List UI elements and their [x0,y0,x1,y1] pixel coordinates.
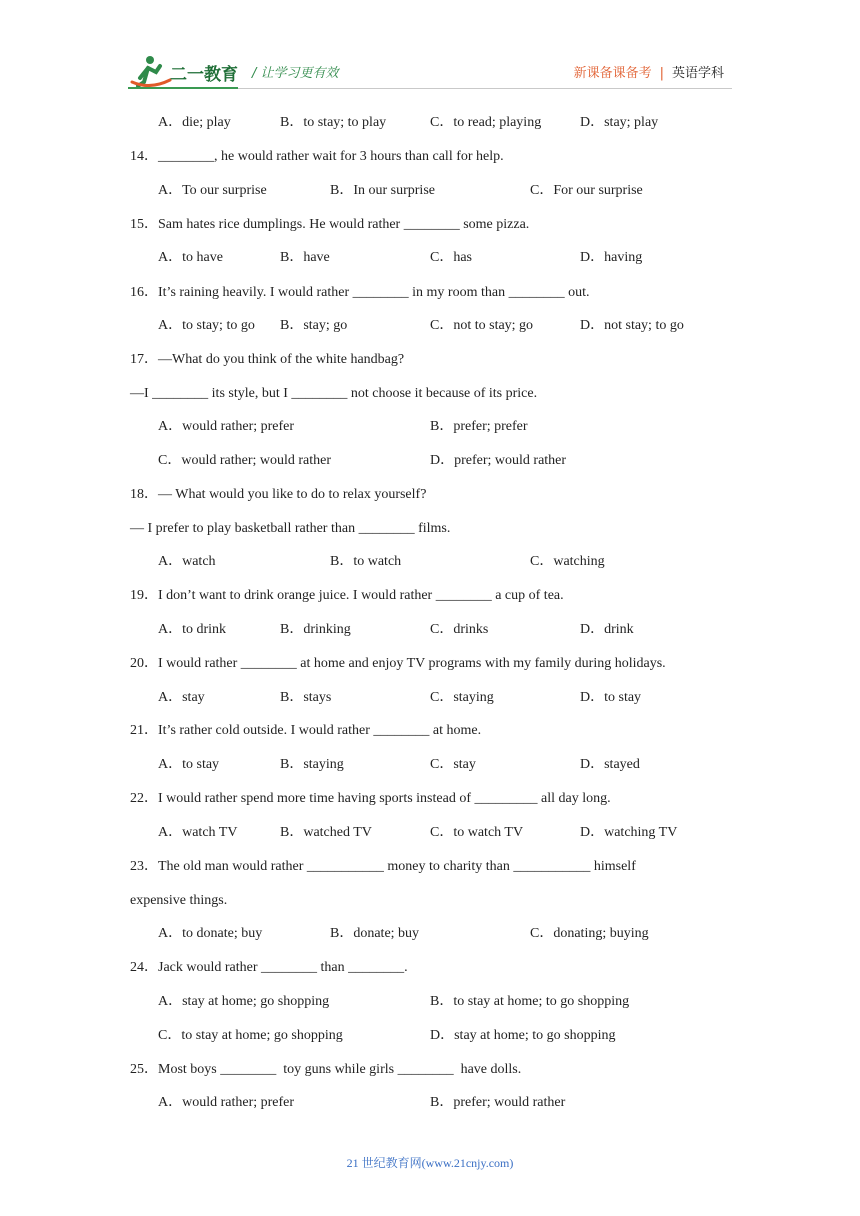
answer-option: B．In our surprise [330,183,435,198]
question-text: 23．The old man would rather ___________ money to charity than ___________ himself [130,859,636,874]
answer-option: D．to stay [580,690,642,705]
question-text: 22．I would rather spend more time having sports instead of _________ all day long. [130,791,611,806]
answer-option: C．not to stay; go [430,318,534,333]
header-slogan: / 让学习更有效 [252,66,339,81]
question-text: 15．Sam hates rice dumplings. He would rather ________ some pizza. [130,217,530,232]
question-text: 21．It’s rather cold outside. I would rather ________ at home. [130,723,482,738]
brand-logo [130,52,250,92]
answer-option: C．For our surprise [530,183,643,198]
answer-option: D．prefer; would rather [430,453,567,468]
header-right [574,62,724,81]
question-text: — I prefer to play basketball rather than ________ films. [130,521,451,536]
answer-option: D．not stay; to go [580,318,684,333]
answer-option: B．prefer; prefer [430,419,528,434]
answer-option: A．watch TV [158,825,238,840]
answer-option: C．drinks [430,622,489,637]
answer-option: A．to have [158,250,223,265]
answer-option: C．to watch TV [430,825,524,840]
question-text: 16．It’s raining heavily. I would rather ________ in my room than ________ out. [130,285,590,300]
header-accent-line [128,87,238,89]
answer-option: D．stayed [580,757,640,772]
answer-option: C．donating; buying [530,926,649,941]
answer-option: B．to stay at home; to go shopping [430,994,630,1009]
answer-option: C．watching [530,554,605,569]
answer-option: B．drinking [280,622,351,637]
page-footer[interactable]: 21 世纪教育网(www.21cnjy.com) [346,1156,514,1170]
answer-option: D．having [580,250,643,265]
question-text: 25．Most boys ________ toy guns while girls ________ have dolls. [130,1062,522,1077]
answer-option: A．To our surprise [158,183,267,198]
header-category: 新课备课备考 [573,66,652,81]
answer-option: A．would rather; prefer [158,419,295,434]
answer-option: C．would rather; would rather [158,453,332,468]
answer-option: B．to watch [330,554,402,569]
question-text: 24．Jack would rather ________ than ________. [130,960,408,975]
answer-option: C．has [430,250,472,265]
answer-option: A．stay at home; go shopping [158,994,330,1009]
answer-option: B．prefer; would rather [430,1095,566,1110]
answer-option: C．to stay at home; go shopping [158,1028,343,1043]
question-text: 20．I would rather ________ at home and enjoy TV programs with my family during holidays. [130,656,666,671]
answer-option: A．to donate; buy [158,926,263,941]
answer-option: D．stay; play [580,115,659,130]
answer-option: A．to stay [158,757,220,772]
answer-option: A．stay [158,690,205,705]
question-text: expensive things. [130,893,228,908]
answer-option: B．staying [280,757,344,772]
answer-option: C．stay [430,757,476,772]
question-text: 18．— What would you like to do to relax yourself? [130,487,427,502]
question-text: 14．________, he would rather wait for 3 hours than call for help. [130,149,504,164]
answer-option: B．to stay; to play [280,115,387,130]
page-header [0,0,860,96]
answer-option: B．stays [280,690,332,705]
answer-option: D．drink [580,622,634,637]
answer-option: C．to read; playing [430,115,542,130]
answer-option: B．donate; buy [330,926,420,941]
answer-option: D．stay at home; to go shopping [430,1028,616,1043]
answer-option: A．would rather; prefer [158,1095,295,1110]
answer-option: A．to stay; to go [158,318,255,333]
answer-option: A．to drink [158,622,227,637]
question-text: 19．I don’t want to drink orange juice. I would rather ________ a cup of tea. [130,588,564,603]
answer-option: B．have [280,250,330,265]
answer-option: B．stay; go [280,318,348,333]
header-subject: 英语学科 [671,66,724,81]
answer-option: D．watching TV [580,825,678,840]
logo-text: 二一教育 [170,65,238,85]
header-separator: | [659,66,664,81]
answer-option: C．staying [430,690,494,705]
question-text: —I ________ its style, but I ________ not choose it because of its price. [130,386,538,401]
answer-option: B．watched TV [280,825,372,840]
answer-option: A．die; play [158,115,231,130]
answer-option: A．watch [158,554,216,569]
question-text: 17．—What do you think of the white handbag? [130,352,405,367]
